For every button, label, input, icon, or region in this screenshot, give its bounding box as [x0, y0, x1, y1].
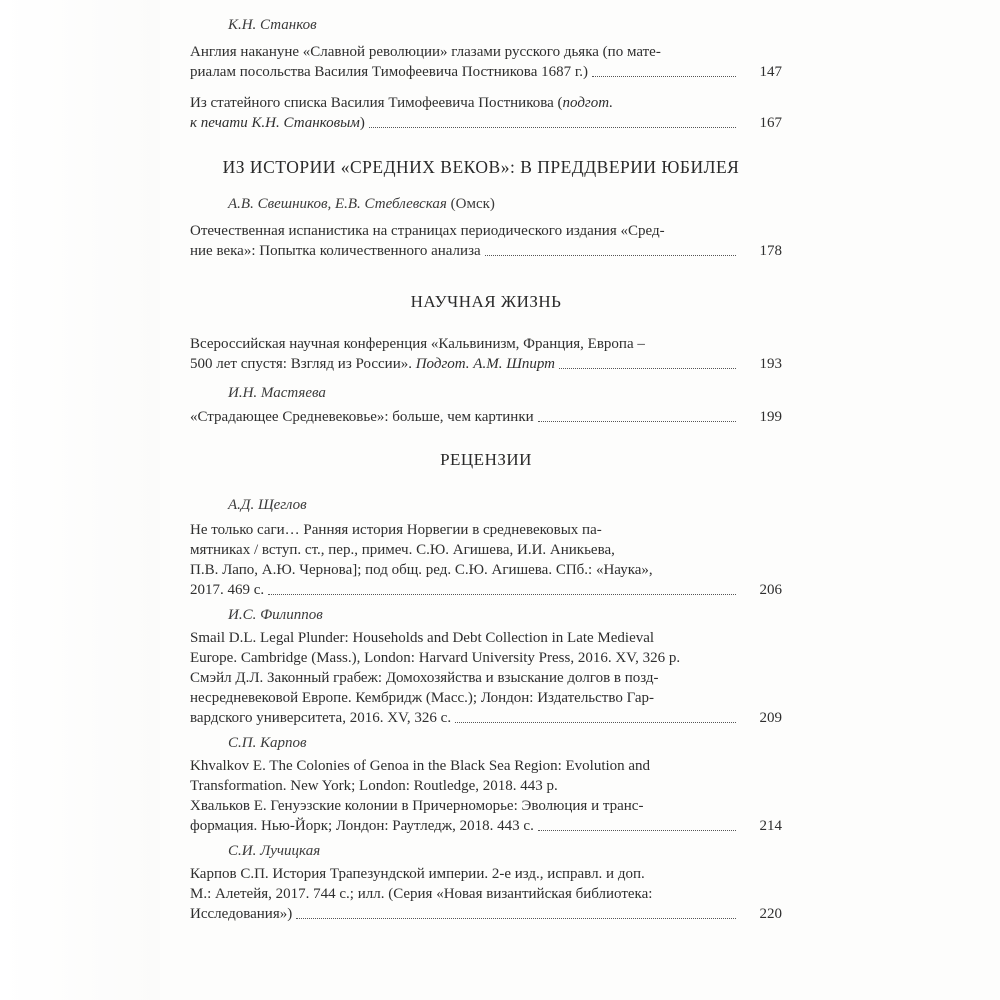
entry-title-line: Англия накануне «Славной революции» глазами русского дьяка (по мате- [190, 44, 661, 60]
entry-title-line: Transformation. New York; London: Routledge, 2018. 443 p. [190, 778, 558, 794]
page-number: 206 [759, 582, 782, 598]
toc-entry[interactable] [190, 756, 782, 836]
toc-entry[interactable] [190, 628, 782, 728]
page-number: 178 [759, 243, 782, 259]
entry-title-line: Всероссийская научная конференция «Кальвинизм, Франция, Европа – [190, 336, 645, 352]
entry-author: А.Д. Щеглов [228, 497, 307, 513]
entry-author: С.И. Лучицкая [228, 843, 321, 859]
entry-title-text: Из статейного списка Василия Тимофеевича Постникова ( [190, 95, 563, 111]
entry-title-line [190, 93, 782, 113]
toc-entry[interactable] [190, 93, 782, 133]
entry-author: К.Н. Станков [228, 17, 317, 33]
entry-title-line: риалам посольства Василия Тимофеевича Постникова 1687 г.) [190, 64, 589, 80]
page-number: 199 [759, 409, 782, 425]
dot-leader [559, 368, 736, 369]
entry-title-line: формация. Нью-Йорк; Лондон: Раутледж, 2018. 443 с. [190, 818, 534, 834]
toc-entry[interactable] [190, 864, 782, 924]
toc-entry[interactable] [190, 42, 782, 82]
dot-leader [455, 722, 736, 723]
author-city: (Омск) [450, 196, 495, 212]
entry-title-line: Отечественная испанистика на страницах периодического издания «Сред- [190, 223, 665, 239]
toc-entry[interactable] [190, 520, 782, 600]
toc-entry[interactable] [190, 334, 782, 374]
entry-title-line: 500 лет спустя: Взгляд из России». Подгот. А.М. Шпирт [190, 356, 555, 372]
entry-author: А.В. Свешников, Е.В. Стеблевская (Омск) [228, 196, 495, 212]
entry-editor-note: подгот. [562, 95, 614, 111]
dot-leader [485, 255, 736, 256]
entry-title-line: Карпов С.П. История Трапезундской империи. 2-е изд., исправл. и доп. [190, 866, 645, 882]
entry-author: И.Н. Мастяева [228, 385, 326, 401]
page-number: 220 [759, 906, 782, 922]
entry-title-line: несредневековой Европе. Кембридж (Масс.); Лондон: Издательство Гар- [190, 690, 655, 706]
entry-title-line: Smail D.L. Legal Plunder: Households and Debt Collection in Late Medieval [190, 630, 655, 646]
section-heading: НАУЧНАЯ ЖИЗНЬ [410, 292, 562, 311]
entry-title-line: 2017. 469 с. [190, 582, 265, 598]
entry-title-line: мятниках / вступ. ст., пер., примеч. С.Ю. Агишева, И.И. Аникьева, [190, 542, 615, 558]
dot-leader [538, 830, 736, 831]
page-margin [0, 0, 160, 1000]
dot-leader [538, 421, 736, 422]
entry-title-line: Не только саги… Ранняя история Норвегии в средневековых па- [190, 522, 602, 538]
page-number: 147 [759, 64, 782, 80]
entry-title-line: Хвальков Е. Генуэзские колонии в Причерноморье: Эволюция и транс- [190, 798, 644, 814]
entry-title-line: Europe. Cambridge (Mass.), London: Harvard University Press, 2016. XV, 326 p. [190, 650, 681, 666]
table-of-contents [190, 10, 782, 924]
dot-leader [268, 594, 736, 595]
page-number: 167 [759, 115, 782, 131]
dot-leader [369, 127, 736, 128]
entry-editor-note: Подгот. А.М. Шпирт [415, 356, 555, 372]
page-number: 209 [759, 710, 782, 726]
dot-leader [592, 76, 736, 77]
entry-title-line: Исследования») [190, 906, 293, 922]
page-number: 193 [759, 356, 782, 372]
entry-title-line: к печати К.Н. Станковым) [190, 115, 365, 131]
entry-title-line: Khvalkov E. The Colonies of Genoa in the Black Sea Region: Evolution and [190, 758, 651, 774]
entry-title-line: ние века»: Попытка количественного анализа [190, 243, 481, 259]
section-heading: ИЗ ИСТОРИИ «СРЕДНИХ ВЕКОВ»: В ПРЕДДВЕРИИ ЮБИЛЕЯ [222, 157, 740, 177]
entry-title-line: М.: Алетейя, 2017. 744 с.; илл. (Серия «Новая византийская библиотека: [190, 886, 653, 902]
page-number: 214 [759, 818, 782, 834]
entry-title-line: П.В. Лапо, А.Ю. Чернова]; под общ. ред. С.Ю. Агишева. СПб.: «Наука», [190, 562, 653, 578]
entry-title-line: вардского университета, 2016. XV, 326 с. [190, 710, 452, 726]
toc-entry[interactable] [190, 221, 782, 261]
entry-title-line: Смэйл Д.Л. Законный грабеж: Домохозяйства и взыскание долгов в позд- [190, 670, 659, 686]
entry-author: С.П. Карпов [228, 735, 307, 751]
dot-leader [296, 918, 736, 919]
toc-entry[interactable] [190, 407, 782, 427]
entry-title-line: «Страдающее Средневековье»: больше, чем картинки [190, 409, 534, 425]
section-heading: РЕЦЕНЗИИ [440, 450, 532, 469]
entry-author: И.С. Филиппов [228, 607, 323, 623]
